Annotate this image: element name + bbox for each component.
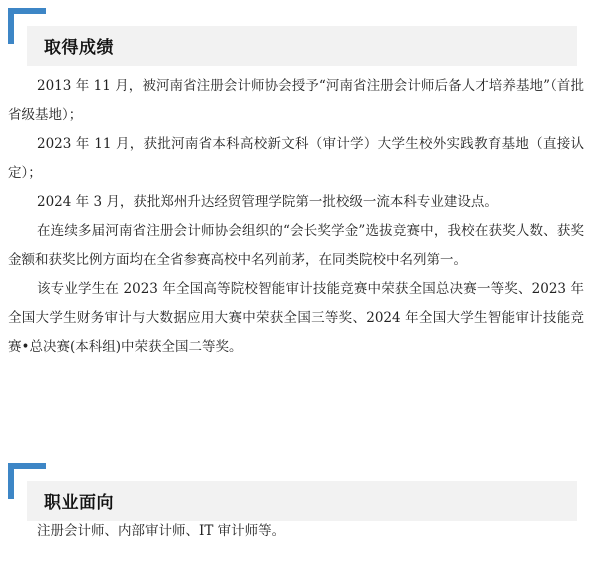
- section-title: 职业面向: [44, 493, 114, 513]
- paragraph: 2024 年 3 月，获批郑州升达经贸管理学院第一批校级一流本科专业建设点。: [37, 194, 498, 210]
- paragraph: 2023 年 11 月，获批河南省本科高校新文科（审计学）大学生校外实践教育基地（直接认定）；: [8, 136, 584, 181]
- paragraph: 在连续多届河南省注册会计师协会组织的“会长奖学金”选拔竞赛中，我校在获奖人数、获奖金额和获奖比例方面均在全省参赛高校中名列前茅，在同类院校中名列第一。: [8, 223, 584, 268]
- paragraph: 该专业学生在 2023 年全国高等院校智能审计技能竞赛中荣获全国总决赛一等奖、2023 年全国大学生财务审计与大数据应用大赛中荣获全国三等奖、2024 年全国大学生智能审计技能竞赛•总决赛(本科组)中荣获全国二等奖。: [8, 281, 584, 355]
- paragraph: 2013 年 11 月，被河南省注册会计师协会授予“河南省注册会计师后备人才培养基地”（首批省级基地）；: [8, 78, 584, 123]
- paragraph: 注册会计师、内部审计师、IT 审计师等。: [37, 523, 286, 539]
- section-career: [0, 455, 600, 539]
- corner-bracket-icon: [8, 463, 46, 499]
- section-content: [8, 72, 584, 362]
- section-title: 取得成绩: [44, 38, 114, 58]
- section-header: [0, 455, 600, 517]
- corner-bracket-icon: [8, 8, 46, 44]
- section-content: [8, 517, 584, 546]
- section-header: [0, 0, 600, 62]
